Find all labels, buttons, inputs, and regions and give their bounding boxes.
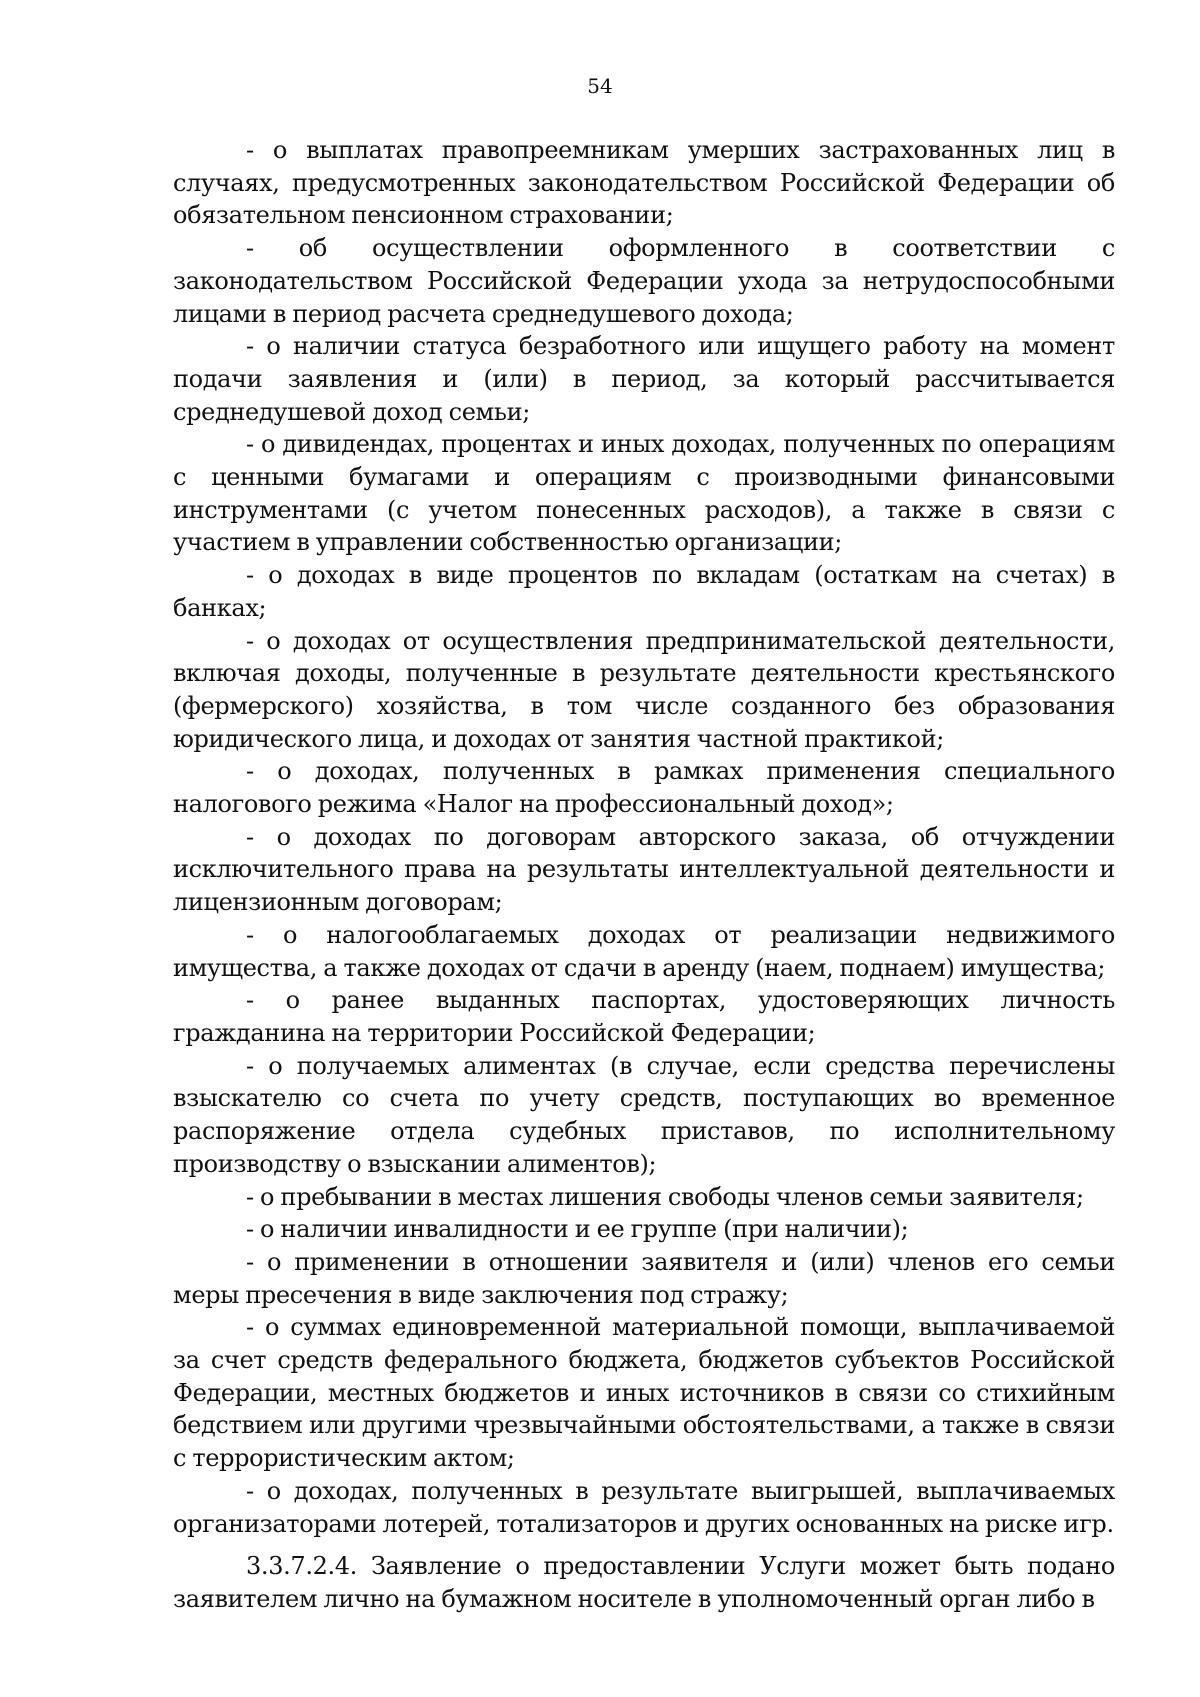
section-paragraph-3-3-7-2-4: 3.3.7.2.4. Заявление о предоставлении Услуги может быть подано заявителем лично на бумажном носителе в уполномоченный орган либо в [173,1552,1115,1613]
list-item: - о налогооблагаемых доходах от реализации недвижимого имущества, а также доходах от сдачи в аренду (наем, поднаем) имущества; [173,920,1115,982]
list-item: - о ранее выданных паспортах, удостоверяющих личность гражданина на территории Российской Федерации; [173,986,1115,1047]
page-number: 54 [587,74,613,98]
list-item: - о доходах, полученных в рамках применения специального налогового режима «Налог на профессиональный доход»; [173,757,1115,819]
list-item: - о доходах по договорам авторского заказа, об отчуждении исключительного права на результаты интеллектуальной деятельности и лицензионным договорам; [173,822,1115,917]
document-body [173,134,1115,1616]
list-item: - о пребывании в местах лишения свободы членов семьи заявителя; [246,1182,1084,1211]
list-item: - о наличии инвалидности и ее группе (при наличии); [246,1215,909,1244]
list-item: - о применении в отношении заявителя и (или) членов его семьи меры пресечения в виде заключения под стражу; [173,1247,1115,1309]
list-item: - о дивидендах, процентах и иных доходах, полученных по операциям с ценными бумагами и операциям с производными финансовыми инструментами (с учетом понесенных расходов), а также в связи с участием в управлении собственностью организации; [173,430,1115,557]
list-item: - о доходах в виде процентов по вкладам (остаткам на счетах) в банках; [173,561,1115,622]
list-item: - о доходах, полученных в результате выигрышей, выплачиваемых организаторами лотерей, тотализаторов и других основанных на риске игр. [173,1476,1115,1538]
list-item: - о доходах от осуществления предпринимательской деятельности, включая доходы, полученные в результате деятельности крестьянского (фермерского) хозяйства, в том числе созданного без образования юридического лица, и доходах от занятия частной практикой; [173,626,1115,753]
list-item: - о наличии статуса безработного или ищущего работу на момент подачи заявления и (или) в период, за который рассчитывается среднедушевой доход семьи; [173,332,1115,426]
list-item: - о суммах единовременной материальной помощи, выплачиваемой за счет средств федерального бюджета, бюджетов субъектов Российской Федерации, местных бюджетов и иных источников в связи со стихийным бедствием или другими чрезвычайными обстоятельствами, а также в связи с террористическим актом; [173,1313,1115,1473]
list-item: - о выплатах правопреемникам умерших застрахованных лиц в случаях, предусмотренных законодательством Российской Федерации об обязательном пенсионном страховании; [173,136,1115,230]
list-item: - об осуществлении оформленного в соответствии с законодательством Российской Федерации ухода за нетрудоспособными лицами в период расчета среднедушевого дохода; [173,234,1115,328]
list-item: - о получаемых алиментах (в случае, если средства перечислены взыскателю со счета по учету средств, поступающих во временное распоряжение отдела судебных приставов, по исполнительному производству о взыскании алиментов); [173,1051,1115,1178]
